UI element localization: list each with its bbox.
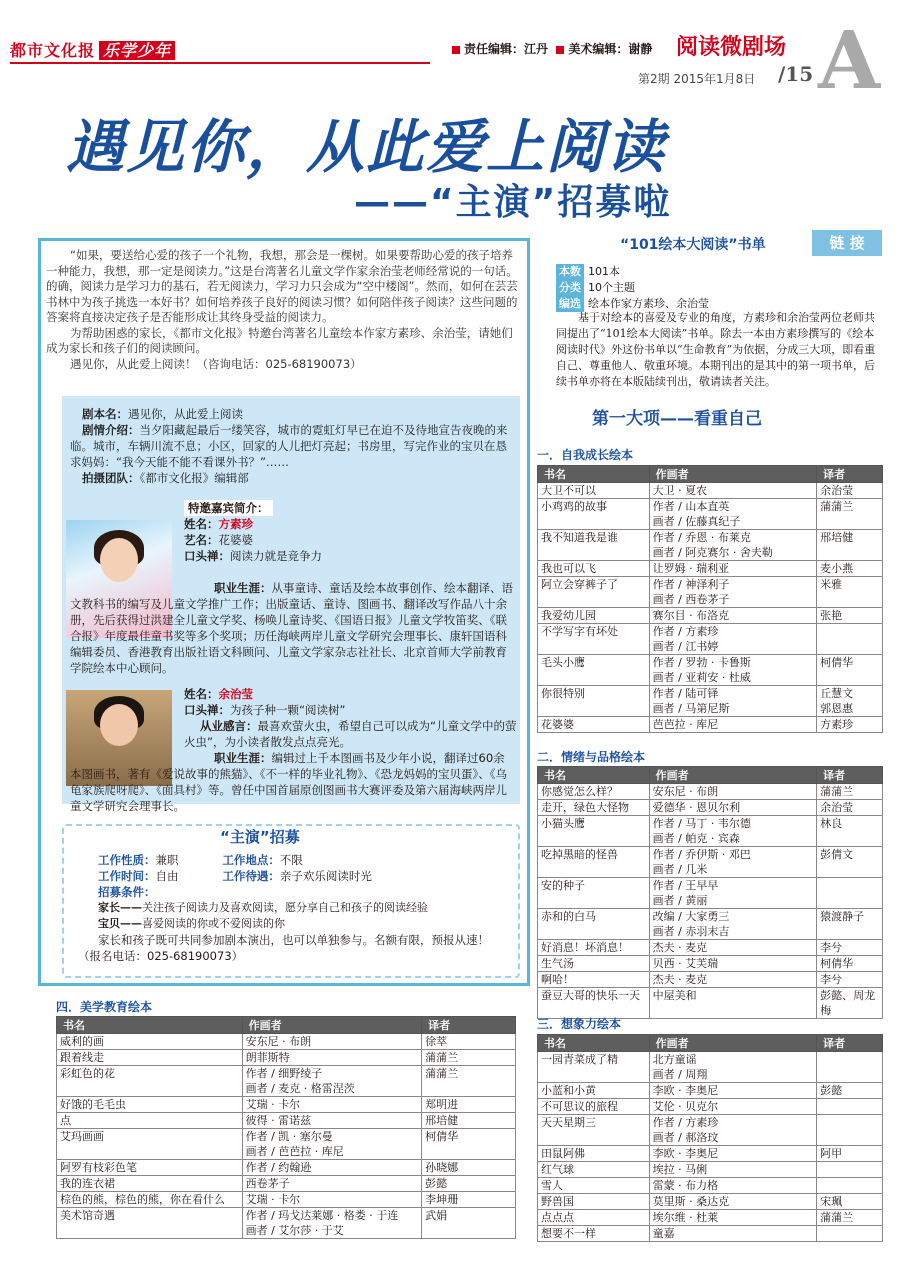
section-letter: A	[818, 13, 881, 107]
book-title: 不可思议的旅程	[538, 1099, 650, 1115]
section-title: 二．情绪与品格绘本	[537, 750, 646, 764]
booklist-heading: “101绘本大阅读”书单	[620, 237, 766, 253]
book-translator: 李坤珊	[422, 1192, 516, 1208]
table-row	[538, 530, 883, 561]
book-translator	[817, 1226, 883, 1242]
table-row	[538, 988, 883, 1019]
book-title: 田鼠阿佛	[538, 1146, 650, 1162]
book-title: 想要不一样	[538, 1226, 650, 1242]
table-header	[57, 1017, 516, 1034]
book-translator: 方素珍	[817, 717, 883, 733]
book-title: 花婆婆	[538, 717, 650, 733]
table-row	[538, 561, 883, 577]
script-name: 遇见你，从此爱上阅读	[128, 407, 243, 421]
book-translator	[817, 624, 883, 655]
book-author: 艾瑞 · 卡尔	[242, 1097, 422, 1113]
book-title: 你很特别	[538, 686, 650, 717]
book-title: 跟着线走	[57, 1050, 243, 1066]
book-title: 走开，绿色大怪物	[538, 800, 650, 816]
category-heading: 第一大项——看重自己	[592, 409, 762, 429]
book-title: 你感觉怎么样？	[538, 784, 650, 800]
table-header	[538, 466, 883, 483]
book-author: 改编 / 大家勇三 画者 / 赤羽末吉	[649, 909, 816, 940]
table-row	[57, 1176, 516, 1192]
table-row	[538, 1210, 883, 1226]
table-row	[57, 1208, 516, 1239]
book-author: 安东尼 · 布朗	[242, 1034, 422, 1050]
section-title: 一．自我成长绘本	[537, 448, 634, 462]
book-title: 蚕豆大哥的快乐一天	[538, 988, 650, 1019]
book-translator: 武娟	[422, 1208, 516, 1239]
book-translator: 柯倩华	[422, 1129, 516, 1160]
table-row	[57, 1066, 516, 1097]
book-author: 作者 / 方素珍 画者 / 江书婷	[649, 624, 816, 655]
book-title: 彩虹色的花	[57, 1066, 243, 1097]
table-row	[538, 956, 883, 972]
booklist-desc: 基于对绘本的喜爱及专业的角度，方素珍和余治莹两位老师共同提出了“101绘本大阅读”书单。除去一本由方素珍撰写的《绘本阅读时代》外这份书单以“生命教育”为依据，分成三大项，即看重自己、尊重他人、敬重环境。本期刊出的是其中的第一项书单，后续书单亦将在本版陆续刊出，敬请读者关注。	[556, 311, 876, 388]
column-header-name: 书名	[538, 767, 650, 784]
table-header	[538, 767, 883, 784]
book-translator: 宋珮	[817, 1194, 883, 1210]
book-author: 莫里斯 · 桑达克	[649, 1194, 816, 1210]
book-author: 作者 / 山本直英 画者 / 佐藤真纪子	[649, 499, 816, 530]
book-author: 埃尔维 · 杜莱	[649, 1210, 816, 1226]
table-row	[538, 1099, 883, 1115]
table-row	[57, 1160, 516, 1176]
column-header-name: 书名	[538, 466, 650, 483]
table-row	[538, 608, 883, 624]
book-author: 作者 / 王早早 画者 / 黄丽	[649, 878, 816, 909]
table-header	[538, 1035, 883, 1052]
book-title: 好饿的毛毛虫	[57, 1097, 243, 1113]
book-translator	[817, 1115, 883, 1146]
issue-date: 第2期 2015年1月8日	[638, 72, 756, 86]
book-title: 好消息！坏消息！	[538, 940, 650, 956]
book-title: 小猫头鹰	[538, 816, 650, 847]
book-translator: 李兮	[817, 940, 883, 956]
book-translator: 彭懿、周龙梅	[817, 988, 883, 1019]
book-author: 朗菲斯特	[242, 1050, 422, 1066]
book-table	[537, 766, 883, 1019]
sub-title: ——“主演”招募啦	[354, 182, 672, 223]
book-author: 艾伦 · 贝克尔	[649, 1099, 816, 1115]
book-title: 野兽国	[538, 1194, 650, 1210]
masthead-rule	[10, 62, 430, 64]
table-row	[538, 1146, 883, 1162]
book-table	[537, 465, 883, 733]
book-author: 杰夫 · 麦克	[649, 940, 816, 956]
book-author: 作者 / 神泽利子 画者 / 西卷茅子	[649, 577, 816, 608]
section-name: 阅读微剧场	[676, 35, 787, 60]
table-row	[538, 1052, 883, 1083]
recruit-title: “主演”招募	[212, 826, 308, 847]
book-title: 棕色的熊，棕色的熊，你在看什么	[57, 1192, 243, 1208]
book-translator: 柯倩华	[817, 956, 883, 972]
book-translator: 李兮	[817, 972, 883, 988]
guest2-career: 职业生涯：编辑过上千本图画书及少年小说，翻译过60余本图画书，著有《爱说故事的熊猫》、《不一样的毕业礼物》、《恐龙妈妈的宝贝蛋》、《乌龟家族爬呀爬》、《面具村》等。曾任中国首届原创图画书大赛评委及第六届海峡两岸儿童文学研究会理事长。	[70, 751, 507, 813]
book-title: 天天星期三	[538, 1115, 650, 1146]
guest2-info: 姓名：余治莹 口头禅：为孩子种一颗“阅读树” 从业感言：最喜欢萤火虫，希望自己可以成为“儿童文学中的萤火虫”，为小读者散发点点亮光。	[184, 687, 517, 749]
intro-para: “如果，要送给心爱的孩子一个礼物，我想，那会是一棵树。如果要帮助心爱的孩子培养一种能力，我想，那一定是阅读力。”这是台湾著名儿童文学作家余治莹老师经常说的一句话。的确，阅读力是学习力的基石，若无阅读力，学习力只会成为“空中楼阁”。然而，如何在芸芸书林中为孩子挑选一本好书？如何培养孩子良好的阅读习惯？如何陪伴孩子阅读？这些问题的答案将直接决定孩子是否能形成让其终身受益的阅读力。	[46, 248, 518, 324]
book-title: 阿立会穿裤子了	[538, 577, 650, 608]
book-translator: 蒲蒲兰	[422, 1066, 516, 1097]
table-row	[57, 1097, 516, 1113]
book-title: 不学写字有坏处	[538, 624, 650, 655]
book-translator: 彭懿	[817, 1083, 883, 1099]
table-row	[538, 909, 883, 940]
table-row	[57, 1129, 516, 1160]
book-translator: 邢培健	[422, 1113, 516, 1129]
column-header-author: 作画者	[649, 1035, 816, 1052]
book-translator: 米雅	[817, 577, 883, 608]
book-translator: 柯倩华	[817, 655, 883, 686]
table-row	[538, 686, 883, 717]
book-author: 大卫 · 夏农	[649, 483, 816, 499]
book-translator	[817, 878, 883, 909]
column-header-translator: 译者	[817, 767, 883, 784]
guest2-name: 余治莹	[218, 687, 253, 701]
book-author: 杰夫 · 麦克	[649, 972, 816, 988]
book-author: 作者 / 罗勃 · 卡鲁斯 画者 / 亚莉安 · 杜威	[649, 655, 816, 686]
table-row	[538, 784, 883, 800]
book-translator: 邢培健	[817, 530, 883, 561]
book-title: 我爱幼儿园	[538, 608, 650, 624]
column-header-author: 作画者	[649, 466, 816, 483]
table-row	[538, 1162, 883, 1178]
book-title: 点点点	[538, 1210, 650, 1226]
book-title: 一园青菜成了精	[538, 1052, 650, 1083]
book-author: 李欧 · 李奥尼	[649, 1083, 816, 1099]
book-author: 作者 / 马丁 · 韦尔德 画者 / 帕克 · 宾森	[649, 816, 816, 847]
book-author: 埃拉 · 马俐	[649, 1162, 816, 1178]
book-translator: 徐萃	[422, 1034, 516, 1050]
book-translator: 蒲蒲兰	[422, 1050, 516, 1066]
book-author: 作者 / 乔恩 · 布莱克 画者 / 阿克赛尔 · 舍夫勒	[649, 530, 816, 561]
table-row	[57, 1034, 516, 1050]
book-table	[56, 1016, 516, 1239]
table-row	[538, 1115, 883, 1146]
book-author: 赛尔目 · 布洛克	[649, 608, 816, 624]
book-translator: 林良	[817, 816, 883, 847]
guest1-info: 姓名：方素珍 艺名：花婆婆 口头禅：阅读力就是竞争力	[184, 517, 322, 563]
book-author: 彼得 · 雷诺兹	[242, 1113, 422, 1129]
column-header-translator: 译者	[817, 466, 883, 483]
table-row	[538, 655, 883, 686]
page-number: /15	[778, 62, 814, 86]
book-translator: 彭倩文	[817, 847, 883, 878]
table-row	[538, 1178, 883, 1194]
book-author: 让罗姆 · 瑞利亚	[649, 561, 816, 577]
table-row	[538, 577, 883, 608]
book-translator: 阿甲	[817, 1146, 883, 1162]
book-translator: 麦小燕	[817, 561, 883, 577]
book-author: 贝西 · 艾芙瑞	[649, 956, 816, 972]
recruit-note: 家长和孩子既可共同参加剧本演出，也可以单独参与。名额有限，预报从速！（报名电话：025-68190073）	[78, 933, 489, 963]
book-title: 小鸡鸡的故事	[538, 499, 650, 530]
art-editor-label: 美术编辑：谢静	[568, 42, 653, 56]
book-translator: 郑明进	[422, 1097, 516, 1113]
column-header-author: 作画者	[649, 767, 816, 784]
script-info: 剧本名：遇见你，从此爱上阅读 剧情介绍：当夕阳藏起最后一缕笑容，城市的霓虹灯早已在迫不及待地宣告夜晚的来临。城市，车辆川流不息；小区，回家的人儿把灯亮起；书房里，写完作业的宝贝在恳求妈妈：“我今天能不能不看课外书？”…… 拍摄团队：《都市文化报》编辑部	[70, 407, 508, 485]
book-translator: 蒲蒲兰	[817, 784, 883, 800]
table-row	[538, 1194, 883, 1210]
table-row	[538, 1083, 883, 1099]
book-translator: 彭懿	[422, 1176, 516, 1192]
book-title: 美术馆奇遇	[57, 1208, 243, 1239]
book-author: 爱德华 · 恩贝尔利	[649, 800, 816, 816]
book-translator	[817, 1162, 883, 1178]
table-row	[538, 972, 883, 988]
book-title: 雪人	[538, 1178, 650, 1194]
book-title: 威利的画	[57, 1034, 243, 1050]
book-author: 雷蒙 · 布力格	[649, 1178, 816, 1194]
book-translator	[817, 1099, 883, 1115]
book-author: 作者 / 乔伊斯 · 邓巴 画者 / 几米	[649, 847, 816, 878]
book-title: 点	[57, 1113, 243, 1129]
table-row	[57, 1050, 516, 1066]
column-header-translator: 译者	[817, 1035, 883, 1052]
book-title: 生气汤	[538, 956, 650, 972]
book-author: 艾瑞 · 卡尔	[242, 1192, 422, 1208]
script-plot: 当夕阳藏起最后一缕笑容，城市的霓虹灯早已在迫不及待地宣告夜晚的来临。城市，车辆川流不息；小区，回家的人儿把灯亮起；书房里，写完作业的宝贝在恳求妈妈：“我今天能不能不看课外书？”……	[70, 423, 508, 469]
table-row	[538, 1226, 883, 1242]
book-author: 作者 / 约翰逊	[242, 1160, 422, 1176]
table-row	[538, 483, 883, 499]
book-author: 安东尼 · 布朗	[649, 784, 816, 800]
book-title: 红气球	[538, 1162, 650, 1178]
book-translator: 余治莹	[817, 800, 883, 816]
book-title: 大卫不可以	[538, 483, 650, 499]
paper-logo: 都市文化报 乐学少年	[10, 38, 175, 61]
section-title: 四．美学教育绘本	[56, 1000, 153, 1014]
editors-line	[452, 40, 652, 57]
table-row	[538, 816, 883, 847]
book-translator: 孙晓娜	[422, 1160, 516, 1176]
book-title: 吃掉黑暗的怪兽	[538, 847, 650, 878]
table-row	[57, 1113, 516, 1129]
guest1-name: 方素珍	[218, 517, 253, 531]
book-translator	[817, 1052, 883, 1083]
supplement-logo: 乐学少年	[99, 41, 175, 60]
book-author: 作者 / 陆可铎 画者 / 马第尼斯	[649, 686, 816, 717]
intro-para: 遇见你，从此爱上阅读！（咨询电话：025-68190073）	[70, 356, 362, 371]
section-title: 三．想象力绘本	[537, 1017, 622, 1031]
table-row	[538, 624, 883, 655]
book-title: 啊哈！	[538, 972, 650, 988]
booklist-meta: 本数 101本 分类 10个主题 编选 绘本作家方素珍、余治莹	[556, 264, 709, 312]
book-title: 我不知道我是谁	[538, 530, 650, 561]
book-title: 毛头小鹰	[538, 655, 650, 686]
book-author: 作者 / 方素珍 画者 / 郝洛玟	[649, 1115, 816, 1146]
link-tag: 链 接	[812, 230, 882, 256]
guest-heading: 特邀嘉宾简介：	[184, 500, 273, 516]
editor-label: 责任编辑：江丹	[464, 42, 549, 56]
book-translator: 余治莹	[817, 483, 883, 499]
table-row	[538, 717, 883, 733]
table-row	[538, 940, 883, 956]
column-header-name: 书名	[57, 1017, 243, 1034]
recruit-info: 工作性质：兼职 工作地点：不限 工作时间：自由 工作待遇：亲子欢乐阅读时光 招募条件： 家长——关注孩子阅读力及喜欢阅读，愿分享自己和孩子的阅读经验 宝贝——喜爱阅读的你或不爱阅读的你 家长和孩子既可共同参加剧本演出，也可以单独参与。名额有限，预报从速！（报名电话：025-68190073）	[98, 852, 510, 964]
book-title: 我也可以飞	[538, 561, 650, 577]
table-row	[538, 847, 883, 878]
book-author: 作者 / 细野绫子 画者 / 麦克 · 格雷涅茨	[242, 1066, 422, 1097]
table-row	[538, 878, 883, 909]
book-author: 北方童谣 画者 / 周翔	[649, 1052, 816, 1083]
book-author: 李欧 · 李奥尼	[649, 1146, 816, 1162]
book-title: 我的连衣裙	[57, 1176, 243, 1192]
main-title: 遇见你，从此爱上阅读	[66, 113, 667, 181]
book-title: 安的种子	[538, 878, 650, 909]
book-title: 艾玛画画	[57, 1129, 243, 1160]
book-author: 西卷茅子	[242, 1176, 422, 1192]
table-row	[538, 800, 883, 816]
book-translator	[817, 1178, 883, 1194]
column-header-name: 书名	[538, 1035, 650, 1052]
book-author: 作者 / 玛戈达莱娜 · 格娄 · 于连 画者 / 艾尔莎 · 于艾	[242, 1208, 422, 1239]
book-translator: 猿渡静子	[817, 909, 883, 940]
guest1-career: 职业生涯：从事童诗、童话及绘本故事创作、绘本翻译、语文教科书的编写及儿童文学推广工作；出版童话、童诗、图画书、翻译改写作品八十余册，先后获得过洪建全儿童文学奖、杨唤儿童诗奖、《国语日报》儿童文学牧笛奖、《联合报》年度最佳童书奖等多个奖项；历任海峡两岸儿童文学研究会理事长、康轩国语科编辑委员、香港教育出版社语文科顾问、儿童文学家杂志社社长、北京首师大学前教育学院绘本中心顾问。	[70, 581, 513, 675]
column-header-translator: 译者	[422, 1017, 516, 1034]
book-author: 中屋美和	[649, 988, 816, 1019]
script-team: 《都市文化报》编辑部	[139, 471, 249, 485]
book-title: 赤和的白马	[538, 909, 650, 940]
table-row	[538, 499, 883, 530]
intro-para: 为帮助困惑的家长，《都市文化报》特邀台湾著名儿童绘本作家方素珍、余治莹，请她们成为家长和孩子们的阅读顾问。	[46, 325, 513, 355]
book-translator: 蒲蒲兰	[817, 499, 883, 530]
book-title: 阿罗有枝彩色笔	[57, 1160, 243, 1176]
book-translator: 张艳	[817, 608, 883, 624]
book-translator: 蒲蒲兰	[817, 1210, 883, 1226]
book-author: 作者 / 凯 · 塞尔曼 画者 / 芭芭拉 · 库尼	[242, 1129, 422, 1160]
intro-text	[46, 248, 522, 372]
book-author: 芭芭拉 · 库尼	[649, 717, 816, 733]
table-row	[57, 1192, 516, 1208]
book-table	[537, 1034, 883, 1242]
book-translator: 丘慧文 郭恩惠	[817, 686, 883, 717]
book-author: 童嘉	[649, 1226, 816, 1242]
book-title: 小蓝和小黄	[538, 1083, 650, 1099]
column-header-author: 作画者	[242, 1017, 422, 1034]
